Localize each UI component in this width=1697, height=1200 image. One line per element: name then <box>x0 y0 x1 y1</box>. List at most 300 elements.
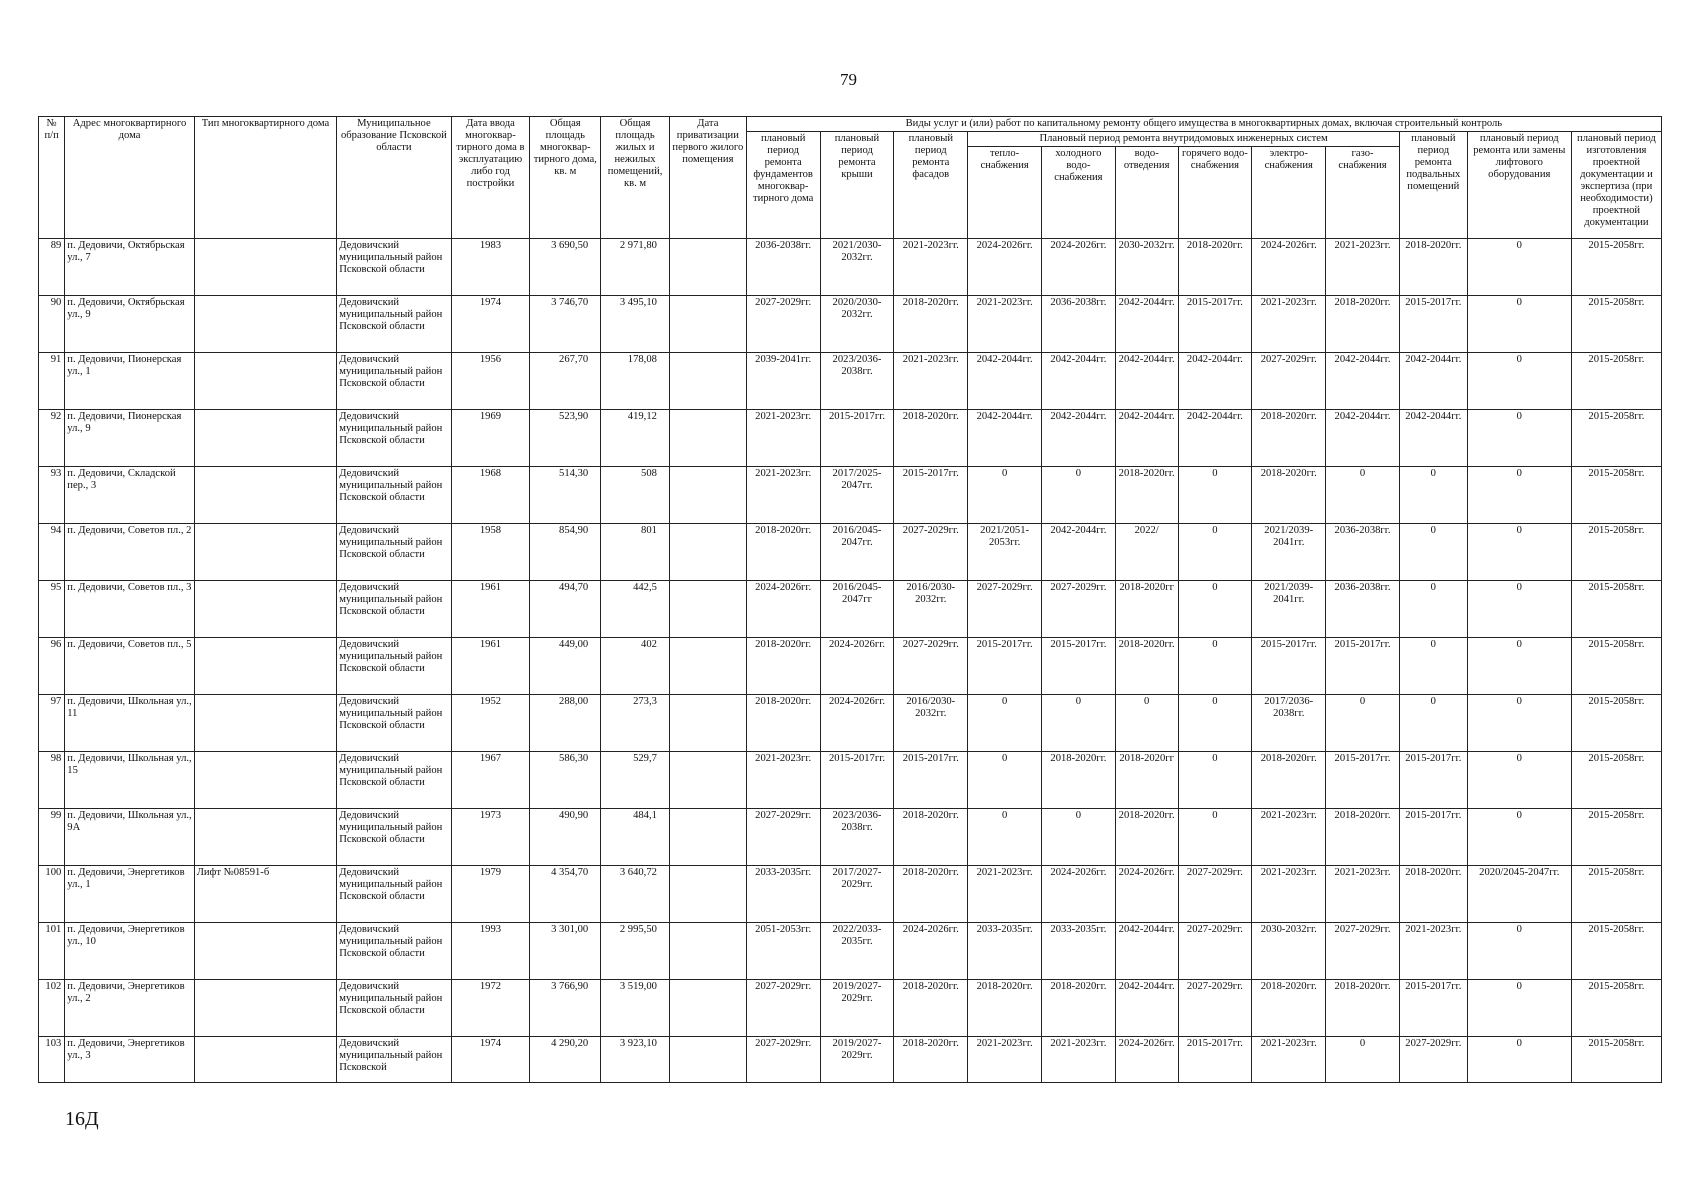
cell-living-area: 3 640,72 <box>601 866 670 923</box>
table-row <box>39 809 1662 866</box>
cell-roof: 2021/2030-2032гг. <box>820 239 894 296</box>
cell-roof: 2017/2025-2047гг. <box>820 467 894 524</box>
cell-living-area: 3 923,10 <box>601 1037 670 1083</box>
cell-address: п. Дедовичи, Школьная ул., 15 <box>65 752 194 809</box>
cell-foundation: 2027-2029гг. <box>746 296 820 353</box>
cell-address: п. Дедовичи, Энергетиков ул., 1 <box>65 866 194 923</box>
cell-elevator: 0 <box>1467 581 1571 638</box>
header-living-area: Общая площадь жилых и нежилых помещений, кв. м <box>601 117 670 239</box>
table-header <box>39 117 1662 239</box>
header-total-area: Общая площадь многоквар-тирного дома, кв. м <box>530 117 601 239</box>
cell-privatization <box>669 695 746 752</box>
cell-municipality: Дедовичский муниципальный район Псковской области <box>337 581 451 638</box>
cell-type <box>194 524 337 581</box>
cell-total-area: 523,90 <box>530 410 601 467</box>
header-facade: плановый период ремонта фасадов <box>894 132 968 239</box>
cell-privatization <box>669 752 746 809</box>
cell-electric: 2030-2032гг. <box>1252 923 1326 980</box>
cell-num: 95 <box>39 581 65 638</box>
cell-living-area: 3 519,00 <box>601 980 670 1037</box>
cell-gas: 0 <box>1326 695 1400 752</box>
cell-num: 90 <box>39 296 65 353</box>
cell-gas: 2015-2017гг. <box>1326 752 1400 809</box>
cell-roof: 2016/2045-2047гг. <box>820 524 894 581</box>
cell-privatization <box>669 524 746 581</box>
cell-total-area: 3 766,90 <box>530 980 601 1037</box>
table-row <box>39 239 1662 296</box>
cell-hot-water: 2018-2020гг. <box>1178 239 1252 296</box>
cell-municipality: Дедовичский муниципальный район Псковской области <box>337 638 451 695</box>
cell-electric: 2021-2023гг. <box>1252 296 1326 353</box>
cell-design: 2015-2058гг. <box>1571 353 1661 410</box>
cell-num: 98 <box>39 752 65 809</box>
cell-type <box>194 1037 337 1083</box>
table-row <box>39 524 1662 581</box>
cell-municipality: Дедовичский муниципальный район Псковской области <box>337 752 451 809</box>
table-row <box>39 923 1662 980</box>
cell-privatization <box>669 296 746 353</box>
cell-foundation: 2027-2029гг. <box>746 980 820 1037</box>
cell-num: 97 <box>39 695 65 752</box>
cell-total-area: 490,90 <box>530 809 601 866</box>
header-sewage: водо-отведения <box>1115 147 1178 239</box>
cell-facade: 2015-2017гг. <box>894 752 968 809</box>
cell-num: 91 <box>39 353 65 410</box>
cell-cold-water: 2042-2044гг. <box>1042 410 1116 467</box>
cell-elevator: 0 <box>1467 638 1571 695</box>
cell-hot-water: 2042-2044гг. <box>1178 410 1252 467</box>
cell-privatization <box>669 1037 746 1083</box>
cell-foundation: 2021-2023гг. <box>746 467 820 524</box>
cell-year: 1993 <box>451 923 530 980</box>
cell-design: 2015-2058гг. <box>1571 581 1661 638</box>
cell-sewage: 2018-2020гг <box>1115 752 1178 809</box>
header-cold-water: холодного водо-снабжения <box>1042 147 1116 239</box>
cell-basement: 2021-2023гг. <box>1399 923 1467 980</box>
cell-type <box>194 638 337 695</box>
cell-design: 2015-2058гг. <box>1571 923 1661 980</box>
cell-year: 1979 <box>451 866 530 923</box>
cell-privatization <box>669 239 746 296</box>
cell-elevator: 0 <box>1467 980 1571 1037</box>
cell-address: п. Дедовичи, Советов пл., 5 <box>65 638 194 695</box>
cell-sewage: 2024-2026гг. <box>1115 866 1178 923</box>
cell-total-area: 3 301,00 <box>530 923 601 980</box>
cell-foundation: 2036-2038гг. <box>746 239 820 296</box>
header-commission-date: Дата ввода многоквар-тирного дома в эксплуатацию либо год постройки <box>451 117 530 239</box>
cell-gas: 2036-2038гг. <box>1326 524 1400 581</box>
cell-address: п. Дедовичи, Советов пл., 3 <box>65 581 194 638</box>
cell-municipality: Дедовичский муниципальный район Псковской области <box>337 866 451 923</box>
cell-address: п. Дедовичи, Советов пл., 2 <box>65 524 194 581</box>
cell-hot-water: 2027-2029гг. <box>1178 923 1252 980</box>
cell-facade: 2021-2023гг. <box>894 239 968 296</box>
cell-electric: 2018-2020гг. <box>1252 410 1326 467</box>
cell-municipality: Дедовичский муниципальный район Псковской области <box>337 239 451 296</box>
cell-living-area: 3 495,10 <box>601 296 670 353</box>
cell-privatization <box>669 410 746 467</box>
cell-cold-water: 2024-2026гг. <box>1042 866 1116 923</box>
cell-gas: 0 <box>1326 467 1400 524</box>
cell-num: 100 <box>39 866 65 923</box>
cell-total-area: 267,70 <box>530 353 601 410</box>
cell-basement: 2027-2029гг. <box>1399 1037 1467 1083</box>
cell-sewage: 2042-2044гг. <box>1115 296 1178 353</box>
cell-basement: 0 <box>1399 467 1467 524</box>
cell-design: 2015-2058гг. <box>1571 410 1661 467</box>
cell-year: 1952 <box>451 695 530 752</box>
cell-living-area: 419,12 <box>601 410 670 467</box>
cell-type <box>194 239 337 296</box>
cell-privatization <box>669 638 746 695</box>
cell-municipality: Дедовичский муниципальный район Псковской области <box>337 467 451 524</box>
header-privatization-date: Дата приватизации первого жилого помещения <box>669 117 746 239</box>
cell-type <box>194 752 337 809</box>
cell-design: 2015-2058гг. <box>1571 866 1661 923</box>
cell-total-area: 288,00 <box>530 695 601 752</box>
cell-heat: 2033-2035гг. <box>968 923 1042 980</box>
cell-type <box>194 296 337 353</box>
cell-living-area: 484,1 <box>601 809 670 866</box>
table-row <box>39 467 1662 524</box>
cell-foundation: 2024-2026гг. <box>746 581 820 638</box>
cell-living-area: 2 971,80 <box>601 239 670 296</box>
cell-cold-water: 0 <box>1042 467 1116 524</box>
cell-municipality: Дедовичский муниципальный район Псковской области <box>337 410 451 467</box>
cell-num: 94 <box>39 524 65 581</box>
cell-num: 99 <box>39 809 65 866</box>
cell-type <box>194 923 337 980</box>
cell-foundation: 2018-2020гг. <box>746 695 820 752</box>
cell-sewage: 2024-2026гг. <box>1115 1037 1178 1083</box>
cell-heat: 2021-2023гг. <box>968 1037 1042 1083</box>
cell-basement: 2018-2020гг. <box>1399 239 1467 296</box>
cell-gas: 2042-2044гг. <box>1326 353 1400 410</box>
cell-address: п. Дедовичи, Октябрьская ул., 7 <box>65 239 194 296</box>
table-row <box>39 752 1662 809</box>
table-row <box>39 695 1662 752</box>
cell-basement: 2015-2017гг. <box>1399 980 1467 1037</box>
cell-total-area: 4 290,20 <box>530 1037 601 1083</box>
cell-design: 2015-2058гг. <box>1571 467 1661 524</box>
cell-elevator: 0 <box>1467 809 1571 866</box>
header-gas: газо-снабжения <box>1326 147 1400 239</box>
cell-municipality: Дедовичский муниципальный район Псковской области <box>337 923 451 980</box>
cell-cold-water: 2015-2017гг. <box>1042 638 1116 695</box>
capital-repair-table <box>38 116 1662 1083</box>
cell-address: п. Дедовичи, Пионерская ул., 9 <box>65 410 194 467</box>
header-address: Адрес многоквартирного дома <box>65 117 194 239</box>
cell-design: 2015-2058гг. <box>1571 809 1661 866</box>
cell-year: 1974 <box>451 296 530 353</box>
cell-hot-water: 0 <box>1178 581 1252 638</box>
cell-living-area: 801 <box>601 524 670 581</box>
cell-sewage: 2018-2020гг. <box>1115 638 1178 695</box>
cell-type <box>194 467 337 524</box>
cell-year: 1983 <box>451 239 530 296</box>
cell-facade: 2021-2023гг. <box>894 353 968 410</box>
cell-hot-water: 2015-2017гг. <box>1178 1037 1252 1083</box>
cell-heat: 2021/2051-2053гг. <box>968 524 1042 581</box>
cell-sewage: 2018-2020гг <box>1115 581 1178 638</box>
cell-municipality: Дедовичский муниципальный район Псковской области <box>337 296 451 353</box>
cell-elevator: 0 <box>1467 239 1571 296</box>
header-num: № п/п <box>39 117 65 239</box>
header-works-group: Виды услуг и (или) работ по капитальному ремонту общего имущества в многоквартирных домах, включая строительный контроль <box>746 117 1661 132</box>
cell-basement: 0 <box>1399 581 1467 638</box>
header-foundation: плановый период ремонта фундаментов многоквар-тирного дома <box>746 132 820 239</box>
cell-type <box>194 353 337 410</box>
cell-basement: 0 <box>1399 638 1467 695</box>
cell-living-area: 402 <box>601 638 670 695</box>
cell-heat: 2027-2029гг. <box>968 581 1042 638</box>
cell-municipality: Дедовичский муниципальный район Псковской области <box>337 353 451 410</box>
cell-cold-water: 2042-2044гг. <box>1042 353 1116 410</box>
cell-electric: 2017/2036-2038гг. <box>1252 695 1326 752</box>
page-number: 79 <box>840 70 857 89</box>
cell-foundation: 2021-2023гг. <box>746 410 820 467</box>
table-row <box>39 980 1662 1037</box>
cell-num: 93 <box>39 467 65 524</box>
cell-living-area: 442,5 <box>601 581 670 638</box>
cell-elevator: 0 <box>1467 467 1571 524</box>
cell-roof: 2020/2030-2032гг. <box>820 296 894 353</box>
cell-heat: 2042-2044гг. <box>968 410 1042 467</box>
cell-gas: 2018-2020гг. <box>1326 296 1400 353</box>
cell-facade: 2027-2029гг. <box>894 524 968 581</box>
cell-gas: 2021-2023гг. <box>1326 866 1400 923</box>
table-row <box>39 866 1662 923</box>
cell-address: п. Дедовичи, Энергетиков ул., 10 <box>65 923 194 980</box>
cell-elevator: 0 <box>1467 1037 1571 1083</box>
cell-gas: 2015-2017гг. <box>1326 638 1400 695</box>
cell-facade: 2018-2020гг. <box>894 410 968 467</box>
cell-heat: 2042-2044гг. <box>968 353 1042 410</box>
cell-heat: 0 <box>968 467 1042 524</box>
header-heat: тепло-снабжения <box>968 147 1042 239</box>
cell-hot-water: 0 <box>1178 809 1252 866</box>
cell-type <box>194 980 337 1037</box>
cell-privatization <box>669 923 746 980</box>
cell-electric: 2018-2020гг. <box>1252 752 1326 809</box>
cell-cold-water: 2027-2029гг. <box>1042 581 1116 638</box>
cell-basement: 2015-2017гг. <box>1399 809 1467 866</box>
cell-living-area: 273,3 <box>601 695 670 752</box>
cell-cold-water: 2024-2026гг. <box>1042 239 1116 296</box>
header-engineering-group: Плановый период ремонта внутридомовых инженерных систем <box>968 132 1400 147</box>
cell-privatization <box>669 866 746 923</box>
cell-address: п. Дедовичи, Школьная ул., 11 <box>65 695 194 752</box>
cell-address: п. Дедовичи, Октябрьская ул., 9 <box>65 296 194 353</box>
cell-design: 2015-2058гг. <box>1571 1037 1661 1083</box>
cell-year: 1969 <box>451 410 530 467</box>
cell-foundation: 2039-2041гг. <box>746 353 820 410</box>
cell-electric: 2024-2026гг. <box>1252 239 1326 296</box>
cell-basement: 0 <box>1399 524 1467 581</box>
cell-gas: 2036-2038гг. <box>1326 581 1400 638</box>
header-basement: плановый период ремонта подвальных помещений <box>1399 132 1467 239</box>
cell-privatization <box>669 467 746 524</box>
cell-foundation: 2018-2020гг. <box>746 524 820 581</box>
cell-cold-water: 2042-2044гг. <box>1042 524 1116 581</box>
cell-hot-water: 2027-2029гг. <box>1178 866 1252 923</box>
cell-hot-water: 0 <box>1178 752 1252 809</box>
cell-facade: 2018-2020гг. <box>894 980 968 1037</box>
cell-municipality: Дедовичский муниципальный район Псковской <box>337 1037 451 1083</box>
cell-type <box>194 695 337 752</box>
cell-design: 2015-2058гг. <box>1571 524 1661 581</box>
document-stamp: 16Д <box>65 1108 99 1130</box>
table-body <box>39 239 1662 1083</box>
cell-elevator: 0 <box>1467 752 1571 809</box>
cell-address: п. Дедовичи, Школьная ул., 9А <box>65 809 194 866</box>
cell-sewage: 2042-2044гг. <box>1115 353 1178 410</box>
cell-hot-water: 0 <box>1178 695 1252 752</box>
cell-facade: 2024-2026гг. <box>894 923 968 980</box>
cell-heat: 0 <box>968 695 1042 752</box>
table-row <box>39 410 1662 467</box>
cell-hot-water: 2042-2044гг. <box>1178 353 1252 410</box>
cell-num: 96 <box>39 638 65 695</box>
cell-sewage: 2042-2044гг. <box>1115 923 1178 980</box>
cell-basement: 2042-2044гг. <box>1399 353 1467 410</box>
header-elevator: плановый период ремонта или замены лифтового оборудования <box>1467 132 1571 239</box>
cell-year: 1961 <box>451 581 530 638</box>
cell-sewage: 2018-2020гг. <box>1115 467 1178 524</box>
cell-gas: 2018-2020гг. <box>1326 980 1400 1037</box>
cell-num: 102 <box>39 980 65 1037</box>
cell-heat: 2021-2023гг. <box>968 296 1042 353</box>
cell-living-area: 529,7 <box>601 752 670 809</box>
cell-cold-water: 0 <box>1042 695 1116 752</box>
cell-roof: 2016/2045-2047гг <box>820 581 894 638</box>
cell-roof: 2019/2027-2029гг. <box>820 980 894 1037</box>
cell-cold-water: 2036-2038гг. <box>1042 296 1116 353</box>
cell-design: 2015-2058гг. <box>1571 638 1661 695</box>
cell-address: п. Дедовичи, Энергетиков ул., 3 <box>65 1037 194 1083</box>
cell-roof: 2015-2017гг. <box>820 410 894 467</box>
cell-gas: 2027-2029гг. <box>1326 923 1400 980</box>
cell-elevator: 0 <box>1467 410 1571 467</box>
cell-electric: 2021/2039-2041гг. <box>1252 581 1326 638</box>
cell-total-area: 586,30 <box>530 752 601 809</box>
cell-elevator: 0 <box>1467 923 1571 980</box>
cell-num: 103 <box>39 1037 65 1083</box>
cell-hot-water: 0 <box>1178 467 1252 524</box>
cell-electric: 2018-2020гг. <box>1252 980 1326 1037</box>
cell-foundation: 2027-2029гг. <box>746 1037 820 1083</box>
cell-roof: 2015-2017гг. <box>820 752 894 809</box>
cell-type <box>194 581 337 638</box>
cell-basement: 2015-2017гг. <box>1399 752 1467 809</box>
cell-num: 89 <box>39 239 65 296</box>
cell-type: Лифт №08591-б <box>194 866 337 923</box>
cell-total-area: 449,00 <box>530 638 601 695</box>
cell-basement: 2015-2017гг. <box>1399 296 1467 353</box>
header-hot-water: горячего водо-снабжения <box>1178 147 1252 239</box>
cell-gas: 2018-2020гг. <box>1326 809 1400 866</box>
cell-facade: 2018-2020гг. <box>894 809 968 866</box>
cell-type <box>194 410 337 467</box>
cell-facade: 2015-2017гг. <box>894 467 968 524</box>
cell-design: 2015-2058гг. <box>1571 239 1661 296</box>
cell-total-area: 494,70 <box>530 581 601 638</box>
table-row <box>39 296 1662 353</box>
cell-sewage: 2042-2044гг. <box>1115 980 1178 1037</box>
cell-hot-water: 2015-2017гг. <box>1178 296 1252 353</box>
cell-year: 1972 <box>451 980 530 1037</box>
cell-living-area: 178,08 <box>601 353 670 410</box>
cell-roof: 2022/2033-2035гг. <box>820 923 894 980</box>
cell-electric: 2027-2029гг. <box>1252 353 1326 410</box>
cell-privatization <box>669 581 746 638</box>
cell-living-area: 508 <box>601 467 670 524</box>
cell-elevator: 0 <box>1467 524 1571 581</box>
cell-foundation: 2051-2053гг. <box>746 923 820 980</box>
header-type: Тип многоквартирного дома <box>194 117 337 239</box>
cell-roof: 2019/2027-2029гг. <box>820 1037 894 1083</box>
cell-living-area: 2 995,50 <box>601 923 670 980</box>
cell-year: 1968 <box>451 467 530 524</box>
cell-year: 1974 <box>451 1037 530 1083</box>
cell-facade: 2018-2020гг. <box>894 866 968 923</box>
cell-heat: 2015-2017гг. <box>968 638 1042 695</box>
header-municipality: Муниципальное образование Псковской области <box>337 117 451 239</box>
cell-heat: 0 <box>968 752 1042 809</box>
cell-design: 2015-2058гг. <box>1571 980 1661 1037</box>
table-row <box>39 638 1662 695</box>
cell-heat: 2024-2026гг. <box>968 239 1042 296</box>
cell-total-area: 3 690,50 <box>530 239 601 296</box>
cell-gas: 2042-2044гг. <box>1326 410 1400 467</box>
cell-design: 2015-2058гг. <box>1571 752 1661 809</box>
header-electric: электро-снабжения <box>1252 147 1326 239</box>
cell-cold-water: 2021-2023гг. <box>1042 1037 1116 1083</box>
cell-facade: 2018-2020гг. <box>894 296 968 353</box>
cell-roof: 2024-2026гг. <box>820 638 894 695</box>
header-roof: плановый период ремонта крыши <box>820 132 894 239</box>
cell-elevator: 2020/2045-2047гг. <box>1467 866 1571 923</box>
cell-electric: 2021-2023гг. <box>1252 1037 1326 1083</box>
cell-foundation: 2033-2035гг. <box>746 866 820 923</box>
table-row <box>39 353 1662 410</box>
cell-cold-water: 0 <box>1042 809 1116 866</box>
cell-cold-water: 2018-2020гг. <box>1042 752 1116 809</box>
cell-facade: 2016/2030-2032гг. <box>894 695 968 752</box>
cell-design: 2015-2058гг. <box>1571 695 1661 752</box>
cell-electric: 2021-2023гг. <box>1252 809 1326 866</box>
cell-roof: 2017/2027-2029гг. <box>820 866 894 923</box>
cell-sewage: 0 <box>1115 695 1178 752</box>
cell-num: 92 <box>39 410 65 467</box>
cell-sewage: 2022/ <box>1115 524 1178 581</box>
cell-year: 1956 <box>451 353 530 410</box>
cell-year: 1967 <box>451 752 530 809</box>
cell-design: 2015-2058гг. <box>1571 296 1661 353</box>
cell-foundation: 2027-2029гг. <box>746 809 820 866</box>
cell-municipality: Дедовичский муниципальный район Псковской области <box>337 809 451 866</box>
cell-privatization <box>669 809 746 866</box>
cell-gas: 2021-2023гг. <box>1326 239 1400 296</box>
cell-cold-water: 2018-2020гг. <box>1042 980 1116 1037</box>
cell-facade: 2016/2030-2032гг. <box>894 581 968 638</box>
header-design: плановый период изготовления проектной документации и экспертиза (при необходимости) проектной документации <box>1571 132 1661 239</box>
cell-basement: 0 <box>1399 695 1467 752</box>
cell-elevator: 0 <box>1467 296 1571 353</box>
cell-basement: 2018-2020гг. <box>1399 866 1467 923</box>
cell-electric: 2015-2017гг. <box>1252 638 1326 695</box>
cell-basement: 2042-2044гг. <box>1399 410 1467 467</box>
